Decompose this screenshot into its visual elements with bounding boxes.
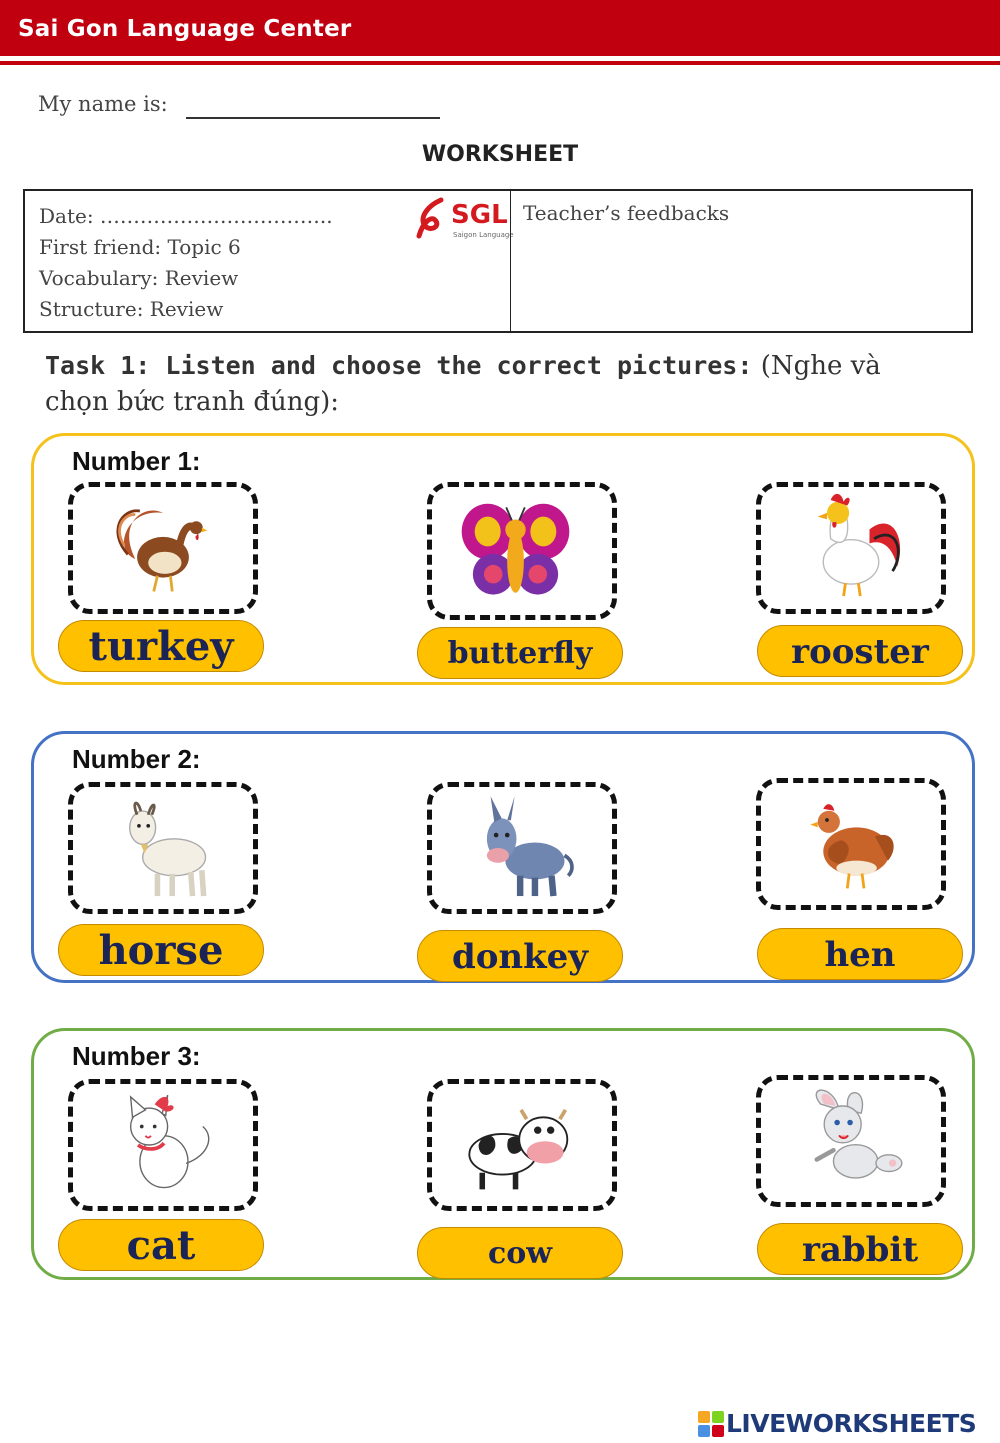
answer-option-donkey[interactable] [427,782,617,914]
question-group-3 [31,1028,975,1280]
teacher-feedback-label: Teacher’s feedbacks [523,201,730,225]
sgl-logo [415,196,514,242]
word-label-butterfly: butterfly [417,627,623,679]
table-divider [510,191,511,331]
cow-picture [432,1084,612,1206]
word-label-turkey: turkey [58,620,264,672]
header-divider [0,61,1000,65]
sgl-logo-subtitle: Saigon Language [453,231,514,239]
question-group-2 [31,731,975,983]
header-bar [0,0,1000,56]
structure-line: Structure: Review [39,297,224,321]
word-label-horse: horse [58,924,264,976]
hen-picture [761,783,941,905]
cat-picture [73,1084,253,1206]
turkey-picture [73,487,253,609]
word-label-rabbit: rabbit [757,1223,963,1275]
answer-option-butterfly[interactable] [427,482,617,620]
answer-option-cow[interactable] [427,1079,617,1211]
lesson-info [39,201,333,325]
answer-option-rabbit[interactable] [756,1075,946,1207]
task-1-title: Task 1: Listen and choose the correct pictures: [45,351,753,380]
answer-option-hen[interactable] [756,778,946,910]
group-label: Number 2: [72,744,201,774]
task-1-translation: (Nghe và chọn bức tranh đúng): [45,351,881,417]
butterfly-picture [432,487,612,615]
liveworksheets-text: LIVEWORKSHEETS [726,1409,977,1438]
name-label: My name is: [38,92,168,116]
topic-line: First friend: Topic 6 [39,235,241,259]
answer-option-rooster[interactable] [756,482,946,614]
word-label-cat: cat [58,1219,264,1271]
center-name: Sai Gon Language Center [18,16,352,42]
worksheet-title: WORKSHEET [421,142,579,167]
sgl-logo-text: SGL [451,200,508,230]
info-table [23,189,973,333]
word-label-rooster: rooster [757,625,963,677]
date-line: Date: …………………………….. [39,204,333,228]
word-label-hen: hen [757,928,963,980]
rabbit-picture [761,1080,941,1202]
word-label-cow: cow [417,1227,623,1279]
group-label: Number 3: [72,1041,201,1071]
answer-option-turkey[interactable] [68,482,258,614]
question-group-1 [31,433,975,685]
rooster-picture [761,487,941,609]
task-1-instructions [45,348,945,420]
name-input-line[interactable] [186,117,440,119]
goat-picture [73,787,253,909]
sgl-swoosh-icon [415,196,451,242]
answer-option-goat[interactable] [68,782,258,914]
answer-option-cat[interactable] [68,1079,258,1211]
word-label-donkey: donkey [417,930,623,982]
vocabulary-line: Vocabulary: Review [39,266,239,290]
donkey-picture [432,787,612,909]
liveworksheets-logo-icon [698,1411,724,1437]
group-label: Number 1: [72,446,201,476]
